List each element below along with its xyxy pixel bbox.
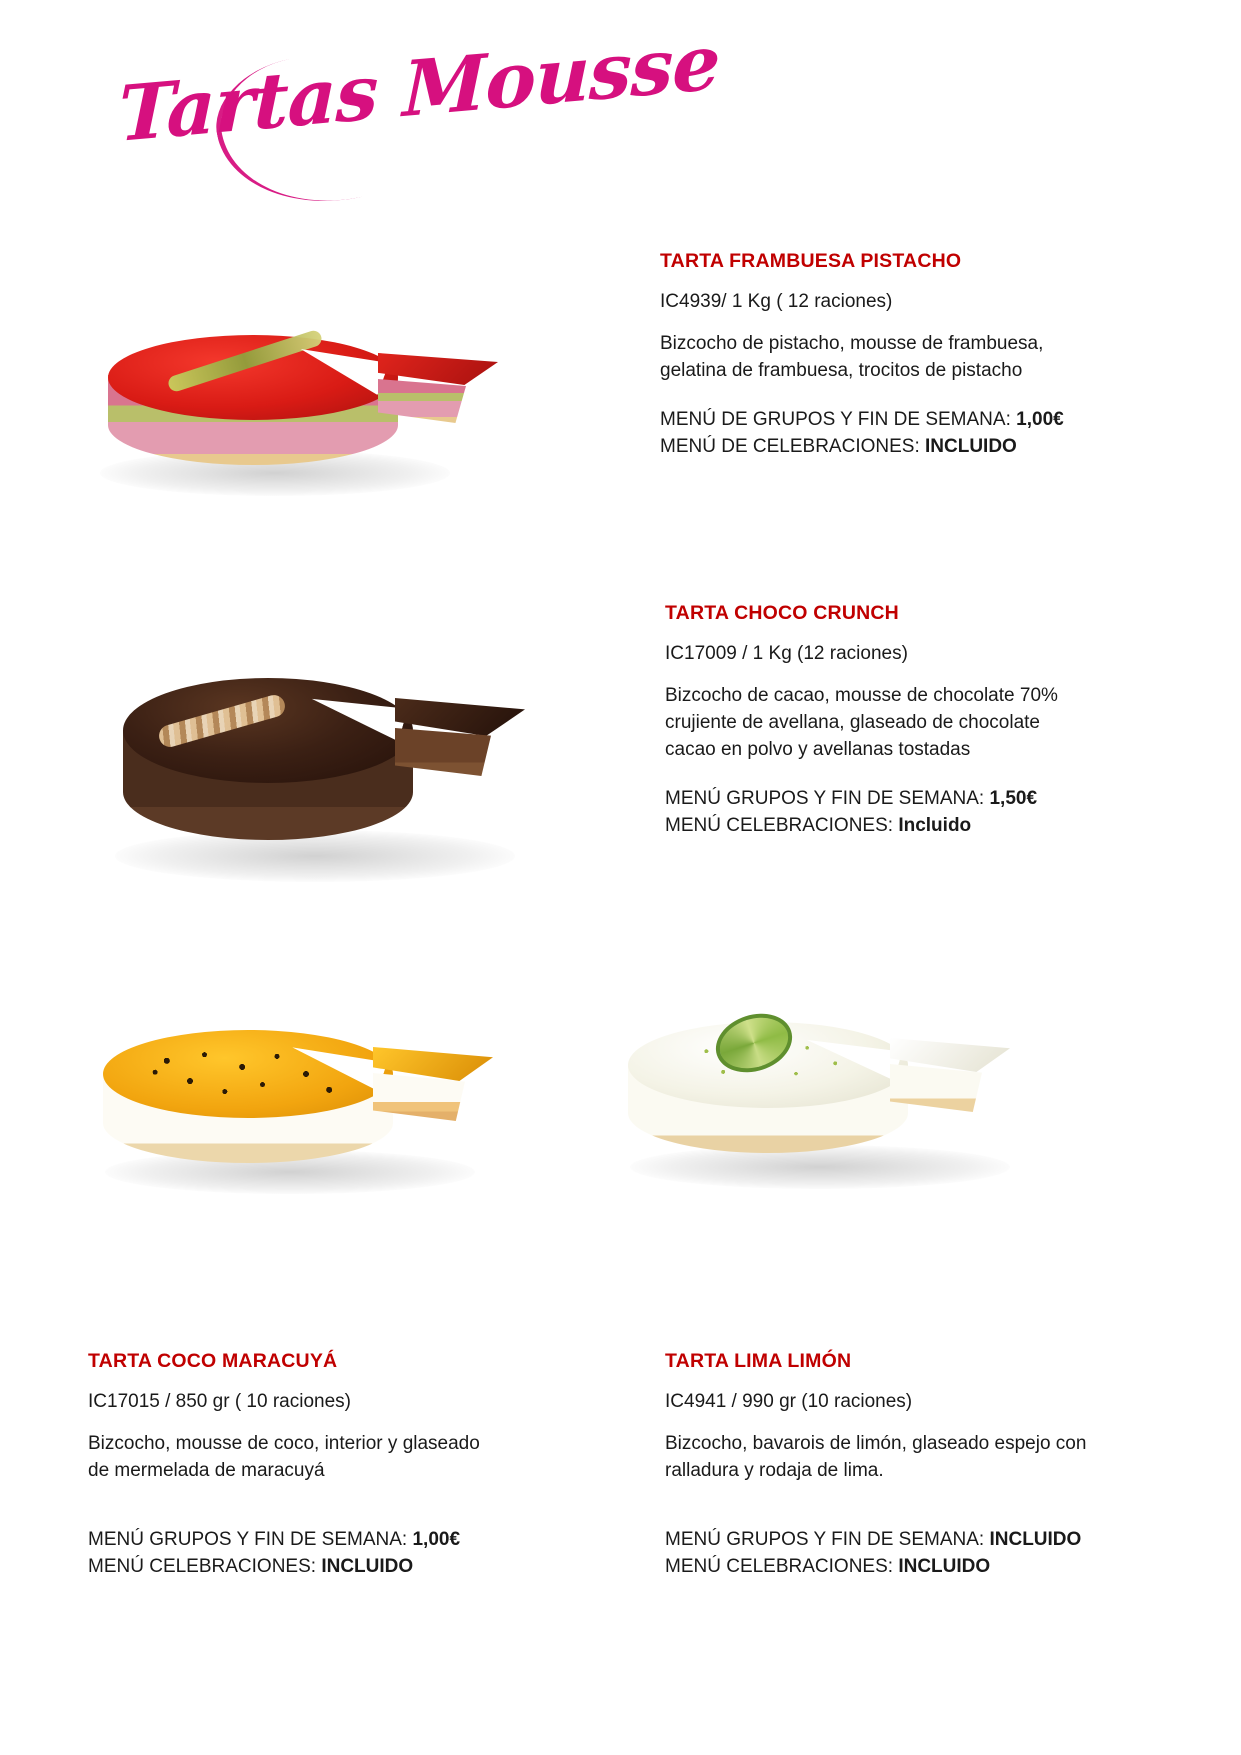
menu-groups-label: MENÚ GRUPOS Y FIN DE SEMANA: xyxy=(665,1528,990,1550)
product-pricing xyxy=(660,407,1160,461)
menu-celebrations-label: MENÚ CELEBRACIONES: xyxy=(665,1555,899,1577)
menu-groups-separator: : xyxy=(1005,408,1017,430)
menu-groups-value: 1,00€ xyxy=(1016,408,1064,430)
menu-groups-value: 1,50€ xyxy=(989,787,1038,809)
menu-groups-value: INCLUIDO xyxy=(989,1528,1082,1550)
product-pricing xyxy=(665,1527,1165,1581)
page-title-text: Tartas Mousse xyxy=(117,16,721,160)
image-shadow xyxy=(630,1145,1010,1189)
menu-celebrations-value: INCLUIDO xyxy=(321,1555,414,1577)
product-description: Bizcocho de cacao, mousse de chocolate 70% crujiente de avellana, glaseado de chocolate cacao en polvo y avellanas tostadas xyxy=(665,685,1058,760)
product-description: Bizcocho, mousse de coco, interior y glaseado de mermelada de maracuyá xyxy=(88,1433,480,1481)
product-code: IC17009 / 1 Kg (12 raciones) xyxy=(665,643,908,664)
cake-slice xyxy=(395,698,525,773)
cake-slice xyxy=(373,1047,493,1119)
menu-groups-value: 1,00€ xyxy=(412,1528,461,1550)
product-code: IC17015 / 850 gr ( 10 raciones) xyxy=(88,1391,351,1412)
product-name: TARTA FRAMBUESA PISTACHO xyxy=(660,250,962,272)
product-name: TARTA LIMA LIMÓN xyxy=(665,1350,852,1372)
product-text-coco-maracuya xyxy=(88,1350,558,1581)
product-text-frambuesa-pistacho xyxy=(660,250,1160,461)
product-image-lima-limon xyxy=(610,960,1080,1200)
product-pricing xyxy=(665,786,1165,840)
menu-celebrations-value: Incluido xyxy=(898,814,972,836)
product-code: IC4941 / 990 gr (10 raciones) xyxy=(665,1391,913,1412)
product-image-coco-maracuya xyxy=(85,975,555,1205)
product-code: IC4939/ 1 Kg ( 12 raciones) xyxy=(660,291,893,312)
page-title xyxy=(100,16,721,180)
image-shadow xyxy=(115,830,515,882)
product-pricing xyxy=(88,1527,558,1581)
product-description: Bizcocho de pistacho, mousse de frambuesa, gelatina de frambuesa, trocitos de pistacho xyxy=(660,333,1044,381)
cake-slice xyxy=(890,1038,1010,1110)
menu-celebrations-value: INCLUIDO xyxy=(898,1555,991,1577)
menu-groups-label: MENÚ GRUPOS Y FIN DE SEMANA: xyxy=(88,1528,413,1550)
product-text-lima-limon xyxy=(665,1350,1165,1581)
menu-celebrations-value: INCLUIDO xyxy=(925,435,1017,457)
menu-celebrations-label: MENÚ CELEBRACIONES: xyxy=(665,814,899,836)
product-text-choco-crunch xyxy=(665,602,1165,840)
product-image-choco-crunch xyxy=(95,600,565,900)
product-name: TARTA CHOCO CRUNCH xyxy=(665,602,899,624)
product-name: TARTA COCO MARACUYÁ xyxy=(88,1350,338,1372)
cake-slice xyxy=(378,353,498,411)
menu-groups-label: MENÚ GRUPOS Y FIN DE SEMANA: xyxy=(665,787,990,809)
menu-celebrations-label: MENÚ DE CELEBRACIONES: xyxy=(660,435,925,457)
menu-celebrations-label: MENÚ CELEBRACIONES: xyxy=(88,1555,322,1577)
product-image-frambuesa-pistacho xyxy=(60,255,530,505)
product-description: Bizcocho, bavarois de limón, glaseado espejo con ralladura y rodaja de lima. xyxy=(665,1433,1087,1481)
menu-groups-label: MENÚ DE GRUPOS Y FIN DE SEMANA xyxy=(660,408,1006,430)
